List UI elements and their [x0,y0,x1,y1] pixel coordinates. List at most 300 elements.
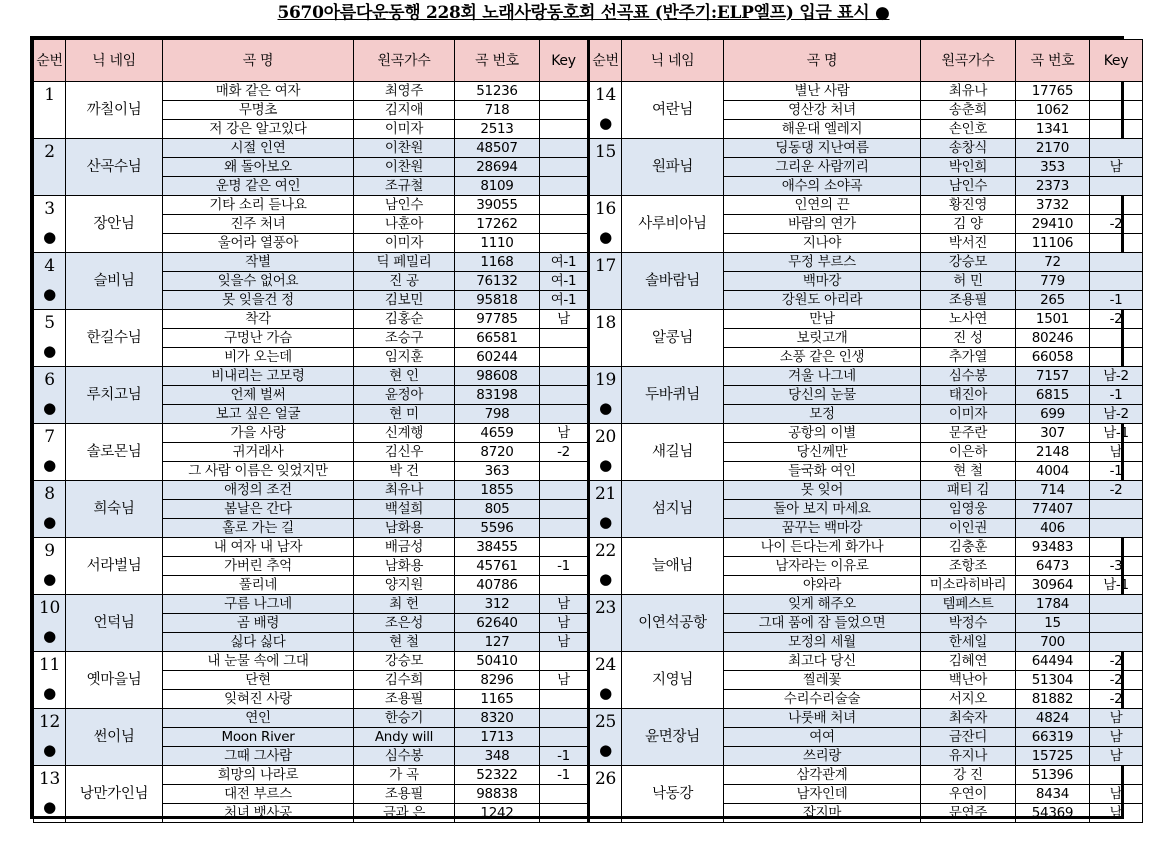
cell-artist: 이은하 [921,443,1016,462]
paid-marker-icon: ● [43,342,56,360]
cell-key: 여-1 [540,253,589,272]
paid-marker-icon: ● [43,285,56,303]
header-key: Key [540,40,589,82]
cell-key: 남 [1090,747,1143,766]
entry-number-text: 18 [594,313,617,333]
table-row [34,234,1143,253]
cell-artist: 남화용 [354,557,455,576]
cell-key: -2 [1090,671,1143,690]
table-row [34,804,1143,823]
song-table [30,36,1129,821]
cell-song: 여여 [724,728,921,747]
cell-number: 805 [455,500,540,519]
cell-number: 699 [1016,405,1090,424]
cell-artist: 김혜연 [921,652,1016,671]
cell-artist: 이찬원 [354,158,455,177]
cell-song: 곰 배령 [163,614,354,633]
header-nick: 닉 네임 [622,40,724,82]
paid-marker-icon: ● [599,570,612,588]
cell-number: 406 [1016,519,1090,538]
table-row [34,405,1143,424]
cell-song: 최고다 당신 [724,652,921,671]
entry-number [589,82,622,139]
cell-key [1090,595,1143,614]
cell-song: 삼각관계 [724,766,921,785]
cell-artist: 서지오 [921,690,1016,709]
cell-song: 나룻배 처녀 [724,709,921,728]
cell-song: 지나야 [724,234,921,253]
entry-number [589,652,622,709]
entry-number-text: 14 [594,85,617,105]
table-row [34,576,1143,595]
cell-song: 당신께만 [724,443,921,462]
cell-song: 왜 돌아보오 [163,158,354,177]
cell-artist: 미소라히바리 [921,576,1016,595]
cell-key: 남-1 [1090,576,1143,595]
cell-song: 못 잊어 [724,481,921,500]
nickname: 이연석공항 [622,595,724,652]
cell-key [540,709,589,728]
cell-artist: 최유나 [354,481,455,500]
cell-key [540,158,589,177]
cell-number: 127 [455,633,540,652]
cell-key [540,481,589,500]
cell-number: 2513 [455,120,540,139]
entry-number-text: 7 [44,427,55,447]
cell-key [540,82,589,101]
entry-number-text: 20 [594,427,617,447]
entry-number-text: 5 [44,313,55,333]
entry-number [34,253,66,310]
cell-artist: 문연주 [921,804,1016,823]
cell-key [1090,519,1143,538]
cell-key [1090,633,1143,652]
cell-song: 애수의 소야곡 [724,177,921,196]
cell-key [1090,614,1143,633]
cell-artist: 허 민 [921,272,1016,291]
cell-artist: 나훈아 [354,215,455,234]
cell-key [540,215,589,234]
cell-number: 40786 [455,576,540,595]
cell-number: 6473 [1016,557,1090,576]
cell-song: 꿈꾸는 백마강 [724,519,921,538]
table-row [34,709,1143,728]
cell-key: 남 [540,310,589,329]
entry-number [589,196,622,253]
cell-song: 당신의 눈물 [724,386,921,405]
cell-key: 남 [540,614,589,633]
entry-number-text: 6 [44,370,55,390]
cell-number: 2373 [1016,177,1090,196]
cell-artist: 김지애 [354,101,455,120]
table-row [34,272,1143,291]
cell-number: 4659 [455,424,540,443]
cell-artist: 강승모 [354,652,455,671]
cell-key [1090,139,1143,158]
cell-song: 잊게 해주오 [724,595,921,614]
cell-number: 3732 [1016,196,1090,215]
cell-artist: 템페스트 [921,595,1016,614]
entry-number [589,367,622,424]
cell-song: 영산강 처녀 [724,101,921,120]
entry-number [34,196,66,253]
entry-number-text: 21 [594,484,617,504]
cell-song: 봄날은 간다 [163,500,354,519]
cell-artist: 김홍순 [354,310,455,329]
cell-song: 별난 사람 [724,82,921,101]
cell-artist: 이인권 [921,519,1016,538]
cell-key: 남 [1090,709,1143,728]
header-number: 곡 번호 [1016,40,1090,82]
cell-song: 울어라 열풍아 [163,234,354,253]
entry-number-text: 9 [44,541,55,561]
cell-key [1090,253,1143,272]
entry-number [589,481,622,538]
nickname: 슬비님 [66,253,163,310]
entry-number [34,481,66,538]
entry-number-text: 25 [594,712,617,732]
paid-marker-icon: ● [43,228,56,246]
cell-number: 62640 [455,614,540,633]
cell-number: 30964 [1016,576,1090,595]
paid-marker-icon: ● [599,513,612,531]
cell-number: 17765 [1016,82,1090,101]
paid-marker-icon: ● [43,684,56,702]
table-row [34,462,1143,481]
cell-number: 17262 [455,215,540,234]
cell-song: 쓰리랑 [724,747,921,766]
cell-song: 희망의 나라로 [163,766,354,785]
paid-marker-icon: ● [599,228,612,246]
cell-key: -2 [1090,652,1143,671]
cell-artist: 태진아 [921,386,1016,405]
table-row [34,215,1143,234]
cell-artist: 최영주 [354,82,455,101]
cell-number: 363 [455,462,540,481]
cell-artist: Andy will [354,728,455,747]
cell-song: 비가 오는데 [163,348,354,367]
entry-number [34,310,66,367]
table-row [34,386,1143,405]
cell-song: 모정 [724,405,921,424]
entry-number-text: 22 [594,541,617,561]
cell-song: 저 강은 알고있다 [163,120,354,139]
cell-number: 66058 [1016,348,1090,367]
cell-artist: 문주란 [921,424,1016,443]
cell-song: 공항의 이별 [724,424,921,443]
cell-song: 애정의 조건 [163,481,354,500]
table-row [34,196,1143,215]
cell-number: 700 [1016,633,1090,652]
table-row [34,614,1143,633]
cell-number: 1713 [455,728,540,747]
cell-song: 남자인데 [724,785,921,804]
cell-song: 겨울 나그네 [724,367,921,386]
cell-number: 718 [455,101,540,120]
cell-key [540,101,589,120]
cell-song: 가을 사랑 [163,424,354,443]
cell-song: 귀거래사 [163,443,354,462]
cell-key: 남 [540,424,589,443]
entry-number [34,424,66,481]
table-row [34,671,1143,690]
cell-song: 무명초 [163,101,354,120]
table-row [34,120,1143,139]
cell-key: 남 [1090,728,1143,747]
cell-artist: 우연이 [921,785,1016,804]
cell-key [1090,177,1143,196]
cell-key: -2 [1090,310,1143,329]
cell-number: 4824 [1016,709,1090,728]
cell-song: 모정의 세월 [724,633,921,652]
cell-number: 6815 [1016,386,1090,405]
nickname: 늘애님 [622,538,724,595]
cell-artist: 임지훈 [354,348,455,367]
cell-song: 대전 부르스 [163,785,354,804]
cell-song: 딩동댕 지난여름 [724,139,921,158]
cell-artist: 김충훈 [921,538,1016,557]
cell-song: 들국화 여인 [724,462,921,481]
cell-song: 풀리네 [163,576,354,595]
cell-number: 98838 [455,785,540,804]
cell-song: 내 눈물 속에 그대 [163,652,354,671]
cell-song: 무정 부르스 [724,253,921,272]
cell-key [540,329,589,348]
table-row [34,424,1143,443]
table-row [34,329,1143,348]
table-row [34,690,1143,709]
entry-number-text: 3 [44,199,55,219]
entry-number [589,766,622,823]
cell-key [540,177,589,196]
cell-number: 1784 [1016,595,1090,614]
cell-artist: 최유나 [921,82,1016,101]
cell-number: 38455 [455,538,540,557]
cell-key: 남-2 [1090,367,1143,386]
entry-number-text: 26 [594,769,617,789]
cell-key: 남 [540,595,589,614]
cell-song: 강원도 아리라 [724,291,921,310]
cell-number: 77407 [1016,500,1090,519]
nickname: 산곡수님 [66,139,163,196]
cell-number: 51396 [1016,766,1090,785]
cell-artist: 딕 페밀리 [354,253,455,272]
cell-artist: 박 건 [354,462,455,481]
cell-artist: 한승기 [354,709,455,728]
entry-number [34,652,66,709]
cell-song: 그리운 사람끼리 [724,158,921,177]
nickname: 알콩님 [622,310,724,367]
paid-marker-icon: ● [43,456,56,474]
cell-key [540,538,589,557]
cell-song: 그때 그사람 [163,747,354,766]
cell-artist: 이미자 [354,234,455,253]
cell-artist: 백설희 [354,500,455,519]
nickname: 낙동강 [622,766,724,823]
cell-artist: 최숙자 [921,709,1016,728]
cell-artist: 박정수 [921,614,1016,633]
cell-song: 소풍 같은 인생 [724,348,921,367]
entry-number [34,367,66,424]
cell-song: 진주 처녀 [163,215,354,234]
cell-number: 28694 [455,158,540,177]
paid-marker-icon: ● [43,627,56,645]
cell-artist: 이미자 [354,120,455,139]
cell-artist: 현 철 [354,633,455,652]
cell-artist: 한세일 [921,633,1016,652]
cell-artist: 조항조 [921,557,1016,576]
cell-song: Moon River [163,728,354,747]
cell-number: 2148 [1016,443,1090,462]
entry-number-text: 12 [38,712,61,732]
cell-key [540,728,589,747]
header-song: 곡 명 [724,40,921,82]
paid-marker-icon: ● [599,456,612,474]
cell-key [540,652,589,671]
table-row [34,785,1143,804]
cell-song: 보릿고개 [724,329,921,348]
cell-number: 1855 [455,481,540,500]
cell-key: -1 [1090,462,1143,481]
cell-key [1090,766,1143,785]
cell-key: 남-1 [1090,424,1143,443]
cell-number: 5596 [455,519,540,538]
cell-artist: 패티 김 [921,481,1016,500]
cell-key: 남 [1090,804,1143,823]
table-row [34,291,1143,310]
cell-number: 8720 [455,443,540,462]
nickname: 섬지님 [622,481,724,538]
entry-number [589,253,622,310]
cell-artist: 신계행 [354,424,455,443]
cell-song: 돌아 보지 마세요 [724,500,921,519]
cell-song: 수리수리술술 [724,690,921,709]
entry-number-text: 23 [594,598,617,618]
table-row [34,519,1143,538]
cell-artist: 박서진 [921,234,1016,253]
cell-number: 11106 [1016,234,1090,253]
cell-number: 66581 [455,329,540,348]
cell-key [540,386,589,405]
table-row [34,310,1143,329]
cell-number: 265 [1016,291,1090,310]
cell-artist: 손인호 [921,120,1016,139]
cell-song: 단현 [163,671,354,690]
header-num: 순번 [589,40,622,82]
cell-number: 1242 [455,804,540,823]
cell-song: 싫다 싫다 [163,633,354,652]
nickname: 장안님 [66,196,163,253]
cell-artist: 박인희 [921,158,1016,177]
cell-key [540,500,589,519]
cell-artist: 남인수 [354,196,455,215]
table-row [34,158,1143,177]
entry-number [34,538,66,595]
cell-number: 98608 [455,367,540,386]
entry-number [34,82,66,139]
cell-key [1090,82,1143,101]
cell-song: 연인 [163,709,354,728]
cell-number: 353 [1016,158,1090,177]
nickname: 언덕님 [66,595,163,652]
cell-key: -1 [540,557,589,576]
cell-key: -2 [1090,481,1143,500]
cell-number: 1110 [455,234,540,253]
cell-key [540,462,589,481]
nickname: 솔바람님 [622,253,724,310]
nickname: 옛마을님 [66,652,163,709]
cell-number: 54369 [1016,804,1090,823]
table-row [34,443,1143,462]
table-row [34,766,1143,785]
cell-song: 나이 든다는게 화가나 [724,538,921,557]
cell-artist: 김 양 [921,215,1016,234]
cell-key: -1 [540,747,589,766]
entry-number [589,139,622,196]
cell-key [1090,500,1143,519]
cell-artist: 금잔디 [921,728,1016,747]
cell-artist: 진 공 [354,272,455,291]
cell-artist: 조용필 [354,785,455,804]
cell-artist: 백난아 [921,671,1016,690]
cell-artist: 송창식 [921,139,1016,158]
cell-key [1090,348,1143,367]
cell-artist: 현 인 [354,367,455,386]
cell-number: 80246 [1016,329,1090,348]
header-artist: 원곡가수 [354,40,455,82]
cell-number: 60244 [455,348,540,367]
cell-number: 39055 [455,196,540,215]
cell-key: -3 [1090,557,1143,576]
table-row [34,633,1143,652]
cell-number: 1062 [1016,101,1090,120]
entry-number [34,595,66,652]
cell-number: 76132 [455,272,540,291]
nickname: 한길수님 [66,310,163,367]
cell-song: 그대 품에 잠 들었으면 [724,614,921,633]
cell-key [540,139,589,158]
cell-number: 8109 [455,177,540,196]
header-num: 순번 [34,40,66,82]
cell-artist: 심수봉 [354,747,455,766]
nickname: 썬이님 [66,709,163,766]
cell-song: 찔레꽃 [724,671,921,690]
paid-marker-icon: ● [43,570,56,588]
table-row [34,348,1143,367]
nickname: 두바퀴님 [622,367,724,424]
cell-artist: 윤정아 [354,386,455,405]
cell-number: 8320 [455,709,540,728]
table-row [34,728,1143,747]
cell-song: 그 사람 이름은 잊었지만 [163,462,354,481]
cell-number: 312 [455,595,540,614]
paid-marker-icon: ● [43,513,56,531]
cell-song: 잊혀진 사랑 [163,690,354,709]
entry-number-text: 13 [38,769,61,789]
header-key: Key [1090,40,1143,82]
header-artist: 원곡가수 [921,40,1016,82]
cell-song: 비내리는 고모령 [163,367,354,386]
cell-key [540,785,589,804]
cell-number: 93483 [1016,538,1090,557]
cell-number: 798 [455,405,540,424]
cell-song: 구멍난 가슴 [163,329,354,348]
cell-song: 매화 같은 여자 [163,82,354,101]
cell-number: 2170 [1016,139,1090,158]
cell-key: -2 [540,443,589,462]
cell-artist: 남인수 [921,177,1016,196]
cell-number: 779 [1016,272,1090,291]
